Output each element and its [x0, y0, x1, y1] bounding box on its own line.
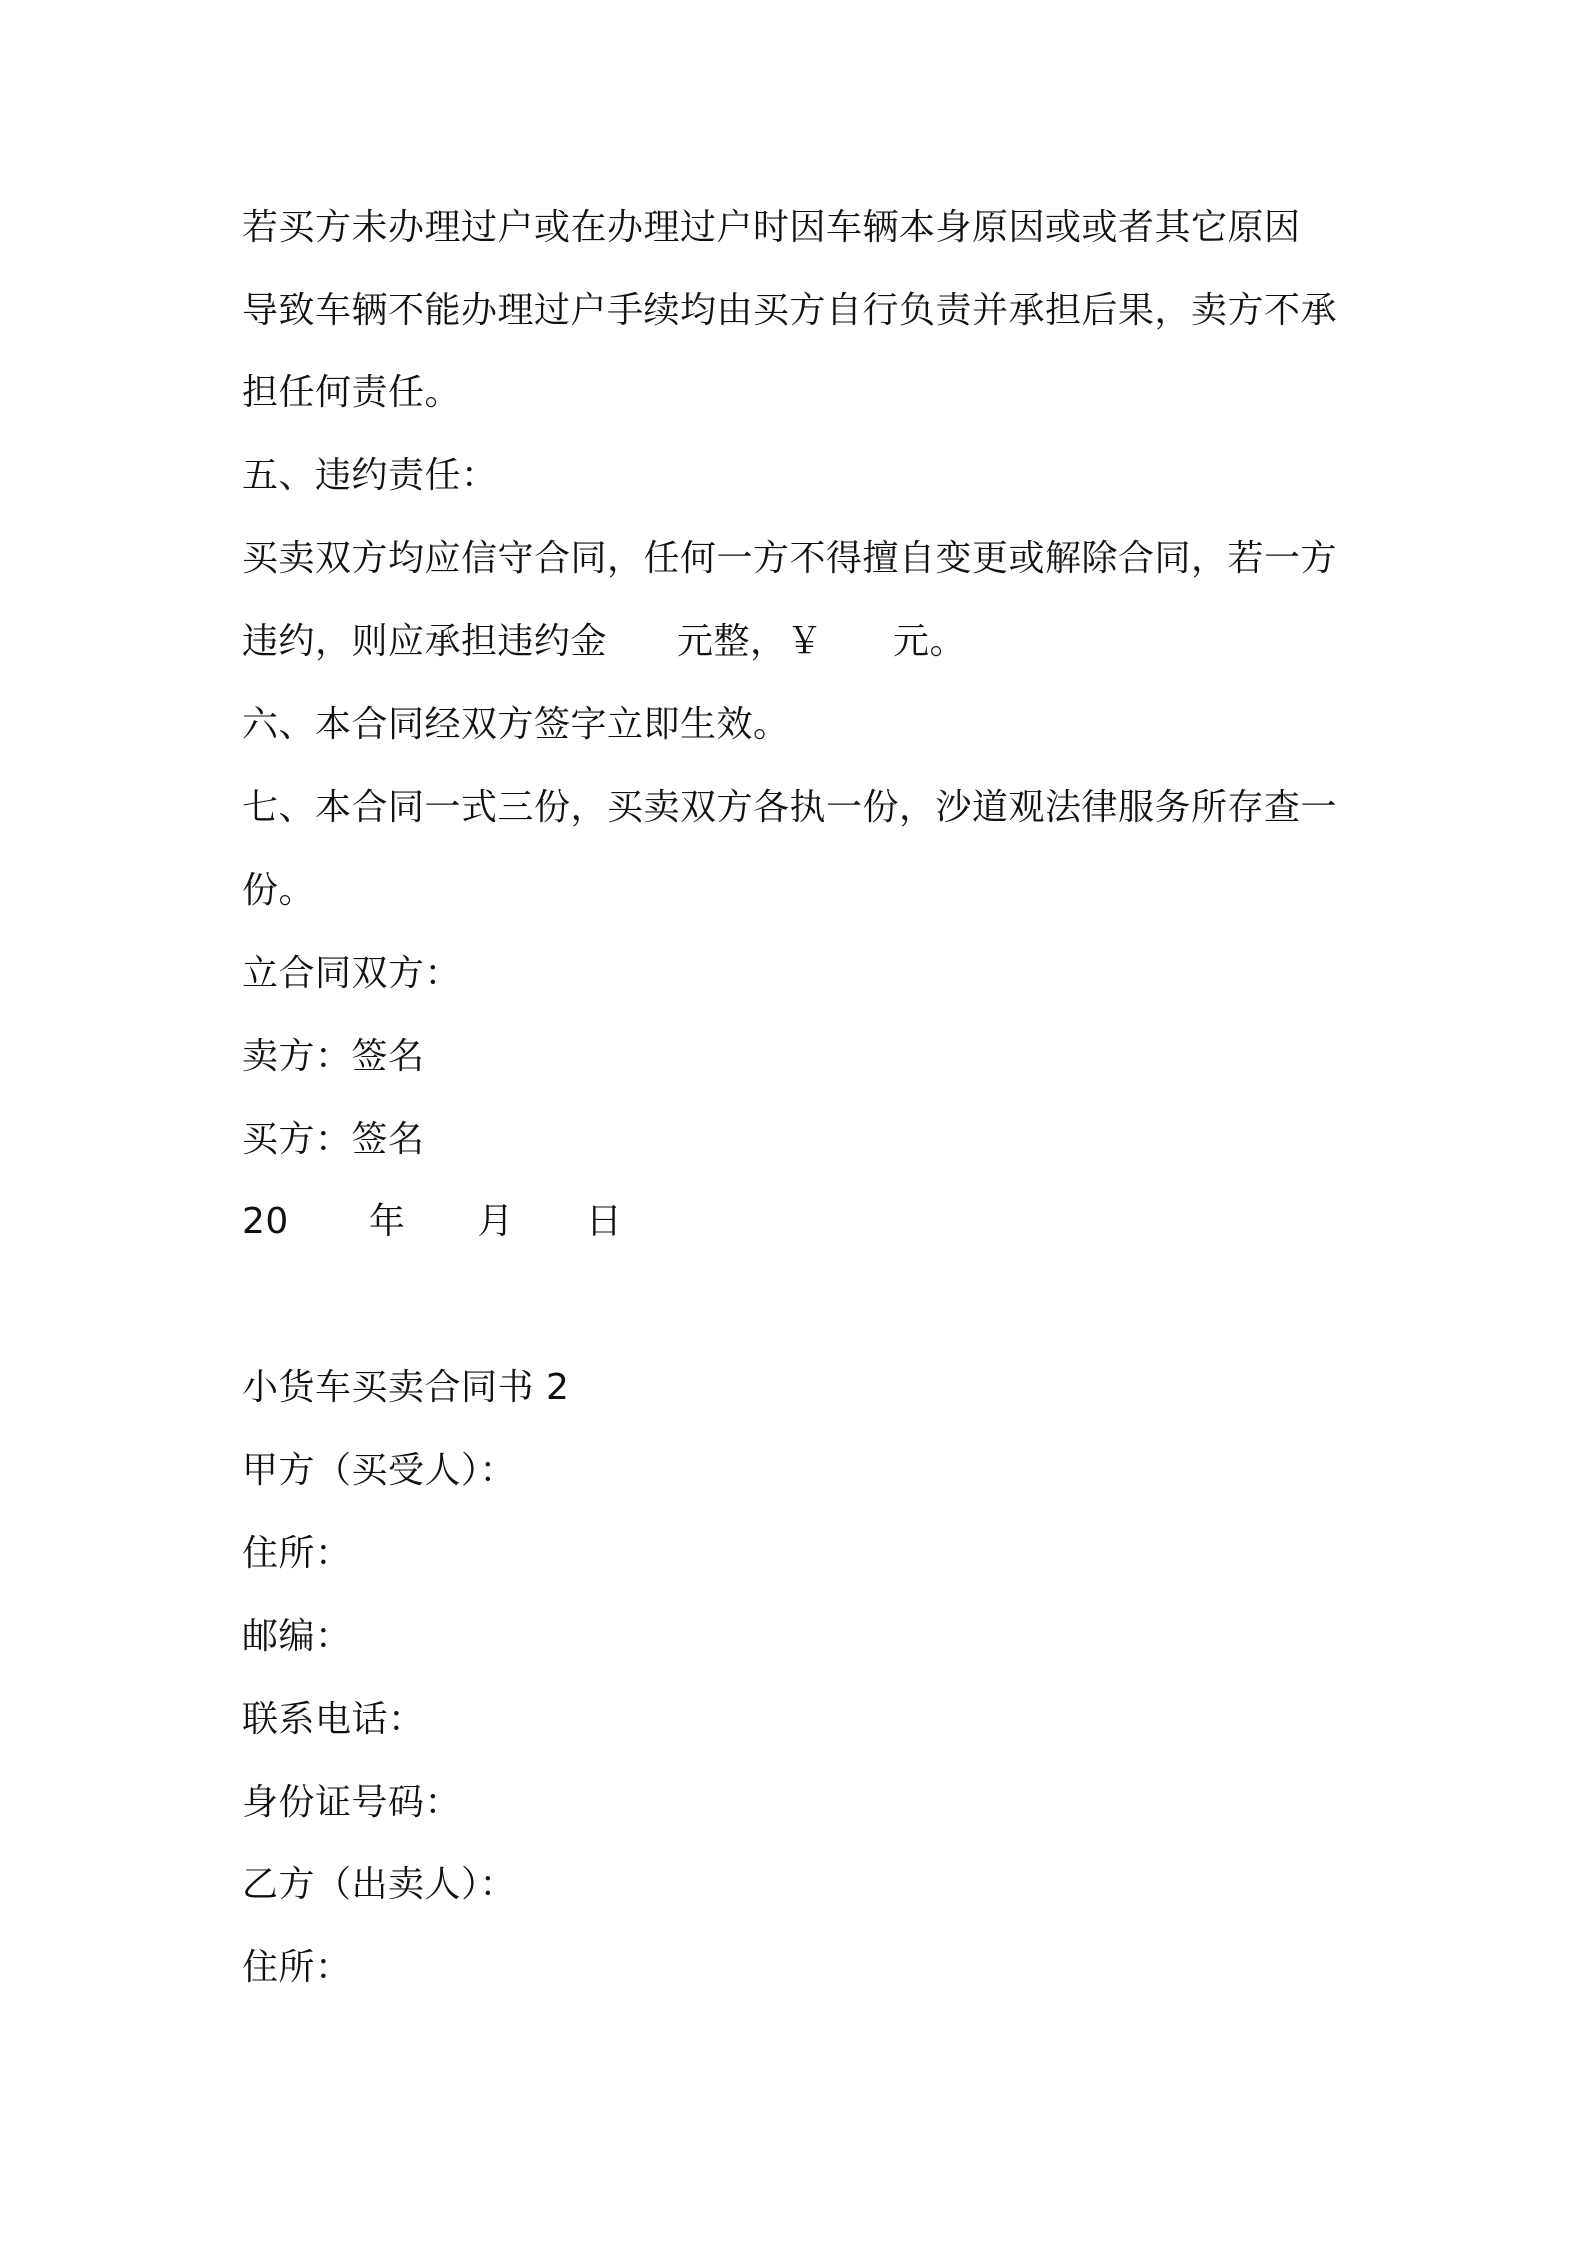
penalty-suffix: 元。 — [893, 621, 967, 662]
penalty-middle: 元整，￥ — [677, 621, 824, 662]
date-month-label: 月 — [477, 1201, 514, 1242]
date-line — [242, 1198, 622, 1246]
clause-seven-line-2: 份。 — [242, 870, 316, 911]
penalty-prefix: 违约，则应承担违约金 — [242, 621, 608, 662]
parties-heading: 立合同双方： — [242, 953, 462, 994]
party-a-phone: 联系电话： — [242, 1699, 425, 1740]
party-a-heading: 甲方（买受人）： — [242, 1450, 517, 1491]
clause-text-line-2: 导致车辆不能办理过户手续均由买方自行负责并承担后果，卖方不承 — [242, 290, 1338, 331]
date-year-label: 年 — [368, 1201, 406, 1242]
party-a-address: 住所： — [242, 1533, 352, 1574]
party-b-heading: 乙方（出卖人）： — [242, 1864, 517, 1905]
buyer-signature-line: 买方：签名 — [242, 1119, 425, 1160]
party-a-id-number: 身份证号码： — [242, 1782, 462, 1823]
date-year-prefix: 20 — [242, 1201, 289, 1242]
breach-text-line-1: 买卖双方均应信守合同，任何一方不得擅自变更或解除合同，若一方 — [242, 538, 1338, 579]
party-b-address: 住所： — [242, 1947, 352, 1988]
contract-title: 小货车买卖合同书 2 — [242, 1367, 570, 1408]
section-heading-breach: 五、违约责任： — [242, 455, 498, 496]
clause-six: 六、本合同经双方签字立即生效。 — [242, 704, 790, 745]
clause-text-line-1: 若买方未办理过户或在办理过户时因车辆本身原因或或者其它原因 — [242, 207, 1301, 248]
party-a-postcode: 邮编： — [242, 1616, 352, 1657]
clause-text-line-3: 担任何责任。 — [242, 372, 462, 413]
seller-signature-line: 卖方：签名 — [242, 1036, 425, 1077]
breach-penalty-line — [242, 618, 966, 666]
clause-seven-line-1: 七、本合同一式三份，买卖双方各执一份，沙道观法律服务所存查一 — [242, 787, 1338, 828]
date-day-label: 日 — [585, 1201, 623, 1242]
